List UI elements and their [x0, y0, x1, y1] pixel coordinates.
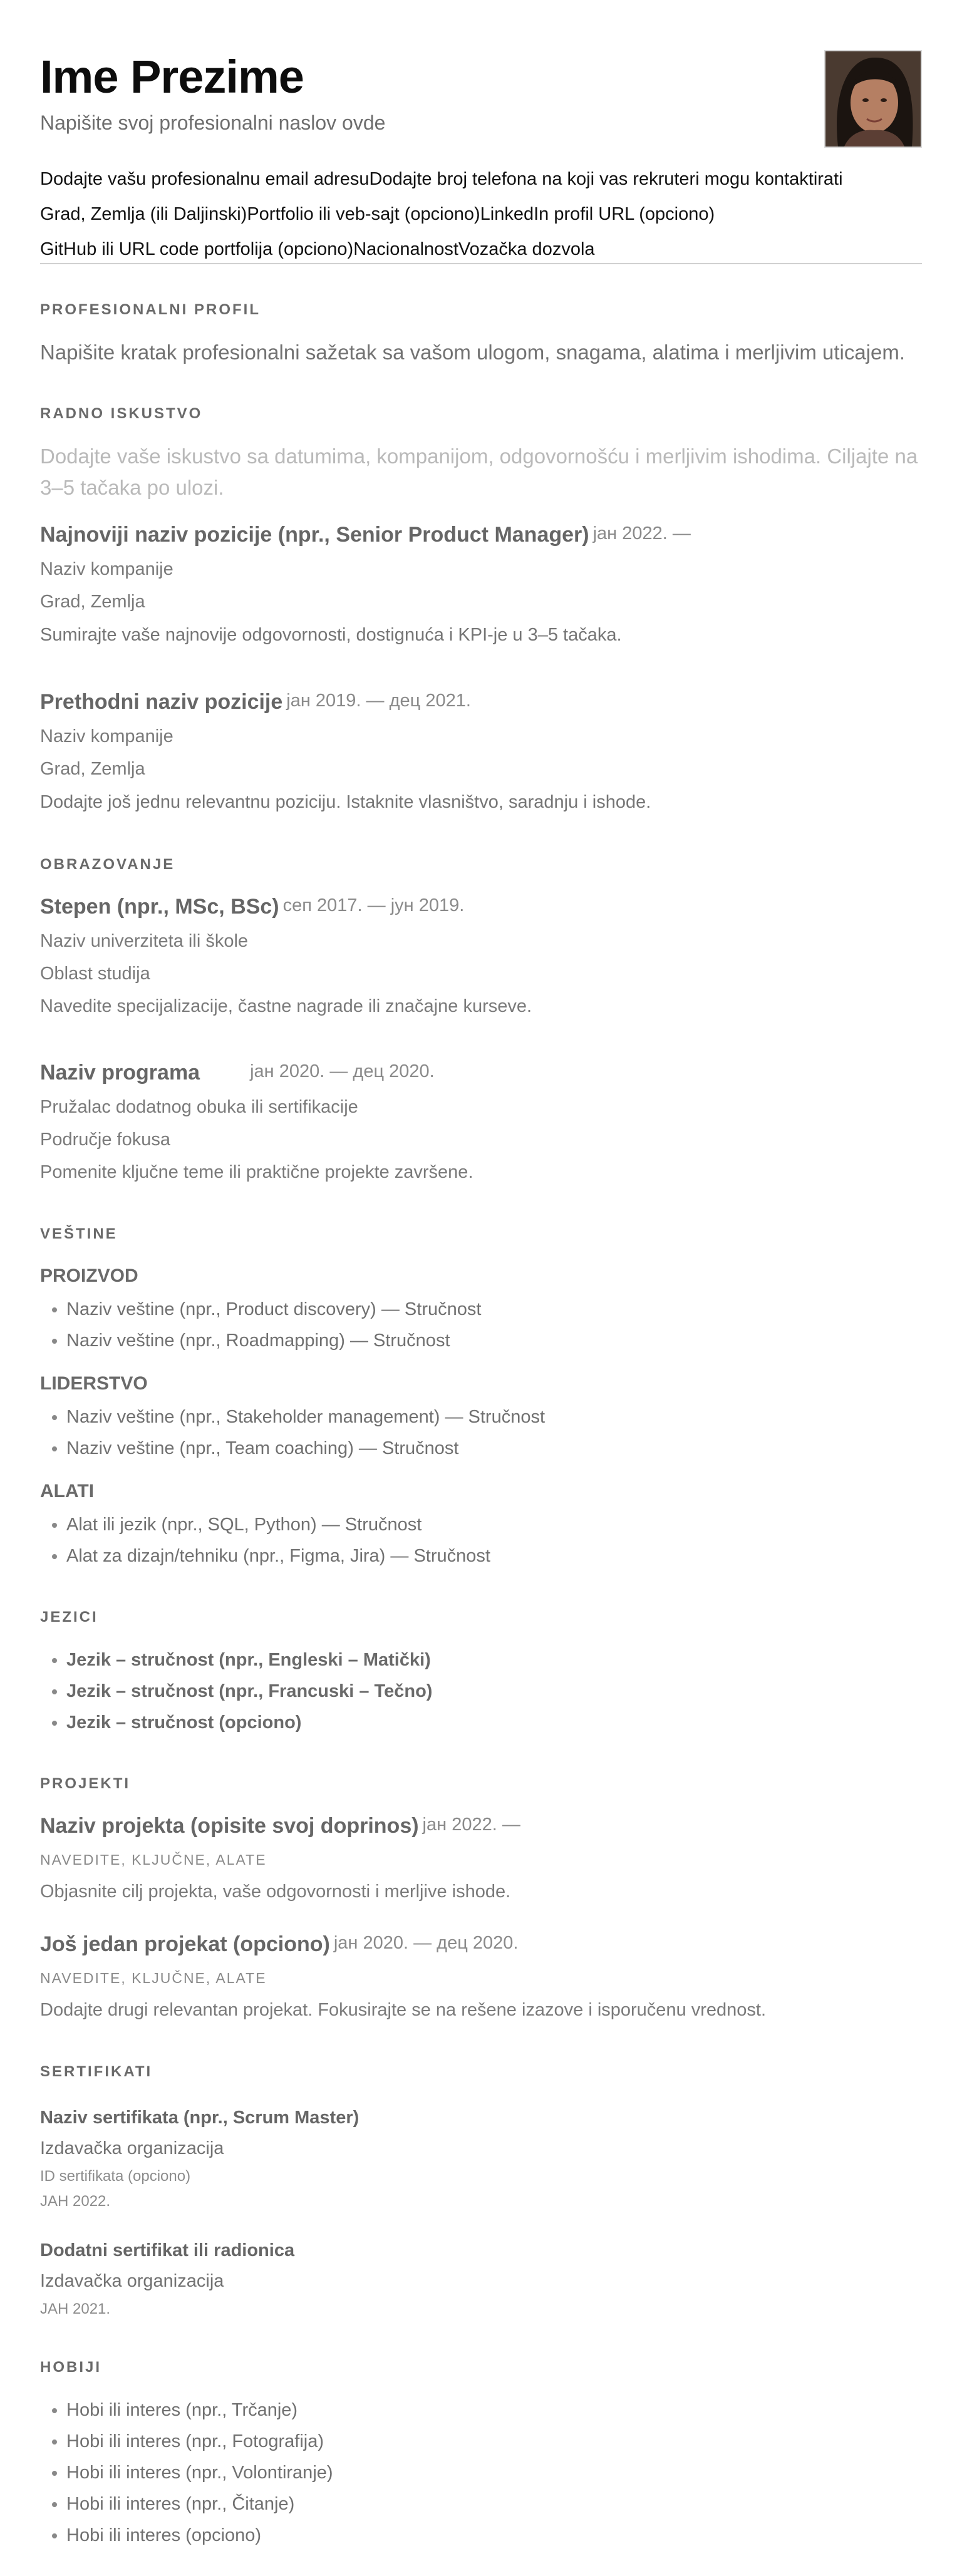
- certificate-date: ЈАН 2022.: [40, 2193, 111, 2210]
- experience-entry: [40, 687, 922, 819]
- skill-group: [40, 1369, 922, 1464]
- hobby-item: • Hobi ili interes (npr., Čitanje): [66, 2488, 922, 2520]
- section-title: PROJEKTI: [40, 1775, 131, 1792]
- language-item: • Jezik – stručnost (npr., Engleski – Matički): [66, 1644, 922, 1676]
- projects-section: [40, 1775, 922, 2026]
- skill-item: • Naziv veštine (npr., Team coaching) — Stručnost: [66, 1433, 922, 1464]
- skill-item: • Naziv veštine (npr., Product discovery) — Stručnost: [66, 1294, 922, 1325]
- project-title: Naziv projekta (opisite svoj doprinos): [40, 1814, 419, 1838]
- certificate-title: Naziv sertifikata (npr., Scrum Master): [40, 2108, 359, 2128]
- candidate-name: Ime Prezime: [40, 51, 304, 103]
- hobby-item: • Hobi ili interes (npr., Volontiranje): [66, 2457, 922, 2488]
- job-date: јан 2019. — дец 2021.: [286, 691, 471, 711]
- email-link[interactable]: Dodajte vašu profesionalnu email adresu: [40, 169, 370, 189]
- professional-title: Napišite svoj profesionalni naslov ovde: [40, 111, 386, 134]
- phone-link[interactable]: Dodajte broj telefona na koji vas rekruteri mogu kontaktirati: [369, 169, 843, 189]
- section-title: HOBIJI: [40, 2359, 102, 2376]
- degree-title: Naziv programa: [40, 1061, 200, 1084]
- contact-info: [40, 162, 922, 267]
- job-location: Grad, Zemlja: [40, 592, 145, 612]
- school-name: Naziv univerziteta ili škole: [40, 931, 249, 951]
- education-section: [40, 855, 922, 1188]
- profile-photo: [824, 50, 922, 148]
- skill-group-title: LIDERSTVO: [40, 1373, 148, 1394]
- degree-title: Stepen (npr., MSc, BSc): [40, 895, 279, 919]
- profile-section: [40, 301, 922, 368]
- skill-group: [40, 1476, 922, 1572]
- education-date: јан 2020. — дец 2020.: [250, 1061, 435, 1081]
- profile-photo-image: [825, 51, 921, 147]
- skill-item: • Naziv veštine (npr., Roadmapping) — Stručnost: [66, 1325, 922, 1356]
- field-of-study: Područje fokusa: [40, 1130, 170, 1150]
- school-name: Pružalac dodatnog obuka ili sertifikacije: [40, 1097, 358, 1117]
- skill-group: [40, 1261, 922, 1356]
- hobby-item: • Hobi ili interes (opciono): [66, 2520, 922, 2551]
- certificate-title: Dodatni sertifikat ili radionica: [40, 2240, 295, 2260]
- contact-line: [40, 162, 922, 197]
- education-entry: [40, 892, 922, 1023]
- certificates-section: [40, 2063, 922, 2322]
- linkedin-link[interactable]: LinkedIn profil URL (opciono): [480, 204, 715, 224]
- skill-group-title: ALATI: [40, 1481, 95, 1502]
- field-of-study: Oblast studija: [40, 964, 150, 984]
- project-date: јан 2022. —: [422, 1815, 520, 1835]
- hobby-item: • Hobi ili interes (npr., Fotografija): [66, 2426, 922, 2457]
- section-title: PROFESIONALNI PROFIL: [40, 301, 261, 318]
- project-description: Objasnite cilj projekta, vaše odgovornosti i merljive ishode.: [40, 1882, 511, 1902]
- project-tags: NAVEDITE, KLJUČNE, ALATE: [40, 1970, 267, 1986]
- contact-line: [40, 232, 922, 267]
- section-title: VEŠTINE: [40, 1225, 118, 1242]
- skill-group-title: PROIZVOD: [40, 1265, 138, 1286]
- certificate-issuer: Izdavačka organizacija: [40, 2138, 224, 2158]
- skill-item: • Alat za dizajn/tehniku (npr., Figma, Jira) — Stručnost: [66, 1540, 922, 1572]
- skill-item: • Alat ili jezik (npr., SQL, Python) — Stručnost: [66, 1509, 922, 1540]
- certificate-entry: [40, 2235, 922, 2322]
- portfolio-link[interactable]: Portfolio ili veb-sajt (opciono): [247, 204, 480, 224]
- languages-section: [40, 1608, 922, 1738]
- job-title: Prethodni naziv pozicije: [40, 690, 283, 714]
- project-title: Još jedan projekat (opciono): [40, 1932, 330, 1956]
- experience-hint: Dodajte vaše iskustvo sa datumima, kompanijom, odgovornošću i merljivim ishodima. Ciljajte na 3–5 tačaka po ulozi.: [40, 445, 918, 499]
- nationality-text: Nacionalnost: [353, 239, 458, 259]
- company-name: Naziv kompanije: [40, 559, 173, 579]
- section-title: OBRAZOVANJE: [40, 856, 175, 873]
- skill-item: • Naziv veštine (npr., Stakeholder management) — Stručnost: [66, 1401, 922, 1433]
- section-title: SERTIFIKATI: [40, 2063, 153, 2080]
- project-tags: NAVEDITE, KLJUČNE, ALATE: [40, 1852, 267, 1868]
- language-item: • Jezik – stručnost (npr., Francuski – Tečno): [66, 1676, 922, 1707]
- experience-entry: [40, 520, 922, 652]
- section-title: JEZICI: [40, 1609, 98, 1625]
- project-description: Dodajte drugi relevantan projekat. Fokusirajte se na rešene izazove i isporučenu vrednost.: [40, 2000, 767, 2020]
- job-description: Sumirajte vaše najnovije odgovornosti, dostignuća i KPI-je u 3–5 tačaka.: [40, 625, 622, 645]
- location-text: Grad, Zemlja (ili Daljinski): [40, 204, 247, 224]
- project-date: јан 2020. — дец 2020.: [333, 1933, 519, 1953]
- job-location: Grad, Zemlja: [40, 759, 145, 779]
- language-item: • Jezik – stručnost (opciono): [66, 1707, 922, 1738]
- skills-section: [40, 1225, 922, 1572]
- project-entry: [40, 1929, 922, 2026]
- github-link[interactable]: GitHub ili URL code portfolija (opciono): [40, 239, 354, 259]
- job-description: Dodajte još jednu relevantnu poziciju. Istaknite vlasništvo, saradnju i ishode.: [40, 792, 651, 812]
- education-entry: [40, 1058, 922, 1188]
- education-description: Navedite specijalizacije, častne nagrade ili značajne kurseve.: [40, 996, 532, 1016]
- project-entry: [40, 1811, 922, 1908]
- education-date: сеп 2017. — јун 2019.: [282, 895, 465, 915]
- education-description: Pomenite ključne teme ili praktične projekte završene.: [40, 1162, 473, 1182]
- certificate-id: ID sertifikata (opciono): [40, 2168, 191, 2185]
- profile-summary: Napišite kratak profesionalni sažetak sa vašom ulogom, snagama, alatima i merljivim uticajem.: [40, 341, 906, 364]
- resume-header: [40, 0, 922, 264]
- job-date: јан 2022. —: [592, 523, 691, 544]
- certificate-issuer: Izdavačka organizacija: [40, 2271, 224, 2291]
- drivers-license-text: Vozačka dozvola: [458, 239, 595, 259]
- certificate-date: ЈАН 2021.: [40, 2300, 111, 2317]
- hobby-item: • Hobi ili interes (npr., Trčanje): [66, 2394, 922, 2426]
- job-title: Najnoviji naziv pozicije (npr., Senior Product Manager): [40, 523, 589, 547]
- contact-line: [40, 197, 922, 232]
- section-title: RADNO ISKUSTVO: [40, 405, 203, 422]
- hobbies-section: [40, 2358, 922, 2551]
- company-name: Naziv kompanije: [40, 726, 173, 746]
- certificate-entry: [40, 2103, 922, 2214]
- experience-section: [40, 404, 922, 819]
